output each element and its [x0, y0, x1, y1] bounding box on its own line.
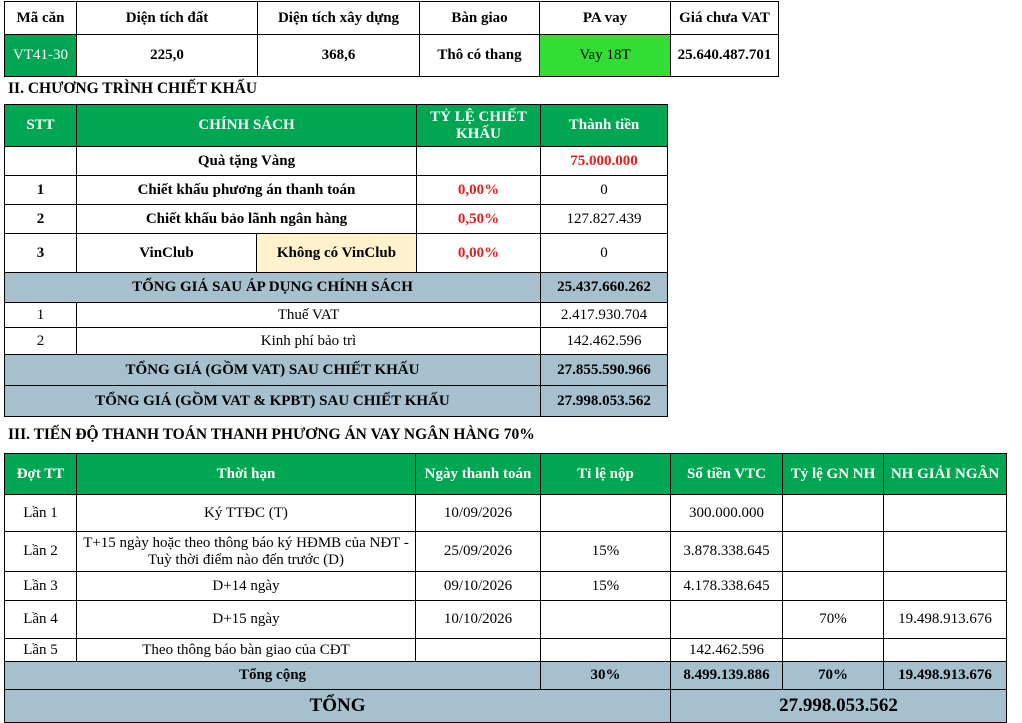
total-vat-kpbt-row [5, 386, 668, 417]
batch: Lần 1 [5, 495, 77, 532]
batch: Lần 3 [5, 572, 77, 601]
handover-value: Thô có thang [420, 35, 540, 77]
bank-disbursement [884, 639, 1007, 662]
header-bank-rate: Tỷ lệ GN NH [783, 454, 884, 495]
header-land-area: Diện tích đất [77, 2, 258, 35]
header-handover: Bàn giao [420, 2, 540, 35]
schedule-row [5, 639, 1007, 662]
payment-date: 09/10/2026 [416, 572, 541, 601]
price-before-vat-value: 25.640.487.701 [671, 35, 779, 77]
bank-rate [783, 495, 884, 532]
bank-disbursement: 19.498.913.676 [884, 601, 1007, 639]
term: D+14 ngày [77, 572, 416, 601]
payment-date: 25/09/2026 [416, 532, 541, 572]
unit-info-table [4, 1, 779, 77]
loan-plan-value: Vay 18T [540, 35, 671, 77]
discount-header-row [5, 105, 668, 147]
discount-table [4, 104, 668, 417]
total-vat-kpbt-amount: 27.998.053.562 [541, 386, 668, 417]
total-after-policy-amount: 25.437.660.262 [541, 273, 668, 303]
vinclub-option: Không có VinClub [257, 234, 417, 273]
payment-date [416, 639, 541, 662]
discount-row [5, 176, 668, 205]
vtc-amount: 300.000.000 [671, 495, 783, 532]
grand-total-amount: 27.998.053.562 [671, 690, 1007, 723]
discount-stt: 3 [5, 234, 77, 273]
gift-row [5, 147, 668, 176]
payment-rate: 15% [541, 532, 671, 572]
header-loan-plan: PA vay [540, 2, 671, 35]
discount-rate: 0,00% [417, 234, 541, 273]
schedule-row [5, 532, 1007, 572]
build-area-value: 368,6 [258, 35, 420, 77]
header-amount: Thành tiền [541, 105, 668, 147]
fee-stt: 2 [5, 328, 77, 355]
subtotal-disbursement: 19.498.913.676 [884, 662, 1007, 690]
header-stt: STT [5, 105, 77, 147]
vtc-amount: 142.462.596 [671, 639, 783, 662]
bank-rate [783, 532, 884, 572]
land-area-value: 225,0 [77, 35, 258, 77]
discount-row [5, 234, 668, 273]
bank-disbursement [884, 495, 1007, 532]
header-policy: CHÍNH SÁCH [77, 105, 417, 147]
schedule-row [5, 495, 1007, 532]
bank-rate: 70% [783, 601, 884, 639]
vtc-amount: 4.178.338.645 [671, 572, 783, 601]
header-term: Thời hạn [77, 454, 416, 495]
total-after-policy-row [5, 273, 668, 303]
term: Theo thông báo bàn giao của CĐT [77, 639, 416, 662]
total-vat-amount: 27.855.590.966 [541, 355, 668, 386]
total-after-policy-label: TỔNG GIÁ SAU ÁP DỤNG CHÍNH SÁCH [5, 273, 541, 303]
payment-date: 10/10/2026 [416, 601, 541, 639]
bank-disbursement [884, 532, 1007, 572]
term: D+15 ngày [77, 601, 416, 639]
discount-rate: 0,00% [417, 176, 541, 205]
subtotal-rate: 30% [541, 662, 671, 690]
gift-label: Quà tặng Vàng [77, 147, 417, 176]
payment-date: 10/09/2026 [416, 495, 541, 532]
header-bank-disbursement: NH GIẢI NGÂN [884, 454, 1007, 495]
payment-rate [541, 639, 671, 662]
subtotal-row [5, 662, 1007, 690]
fee-row [5, 328, 668, 355]
header-price-before-vat: Giá chưa VAT [671, 2, 779, 35]
subtotal-label: Tổng cộng [5, 662, 541, 690]
schedule-row [5, 601, 1007, 639]
total-vat-kpbt-label: TỔNG GIÁ (GỒM VAT & KPBT) SAU CHIẾT KHẤU [5, 386, 541, 417]
discount-rate: 0,50% [417, 205, 541, 234]
grand-total-label: TỔNG [5, 690, 671, 723]
header-unit-code: Mã căn [5, 2, 77, 35]
payment-schedule-table [4, 453, 1007, 723]
header-batch: Đợt TT [5, 454, 77, 495]
total-vat-label: TỔNG GIÁ (GỒM VAT) SAU CHIẾT KHẤU [5, 355, 541, 386]
batch: Lần 5 [5, 639, 77, 662]
batch: Lần 4 [5, 601, 77, 639]
fee-label: Thuế VAT [77, 303, 541, 328]
discount-stt: 1 [5, 176, 77, 205]
subtotal-bank-rate: 70% [783, 662, 884, 690]
discount-policy: VinClub [77, 234, 257, 273]
bank-disbursement [884, 572, 1007, 601]
grand-total-row [5, 690, 1007, 723]
discount-row [5, 205, 668, 234]
section2-title: II. CHƯƠNG TRÌNH CHIẾT KHẤU [8, 80, 258, 97]
payment-rate: 15% [541, 572, 671, 601]
total-vat-row [5, 355, 668, 386]
term: T+15 ngày hoặc theo thông báo ký HĐMB của NĐT - Tuỳ thời điểm nào đến trước (D) [77, 532, 416, 572]
subtotal-amount: 8.499.139.886 [671, 662, 783, 690]
unit-info-header-row [5, 2, 779, 35]
payment-rate [541, 601, 671, 639]
vtc-amount: 3.878.338.645 [671, 532, 783, 572]
header-payment-date: Ngày thanh toán [416, 454, 541, 495]
fee-stt: 1 [5, 303, 77, 328]
batch: Lần 2 [5, 532, 77, 572]
payment-rate [541, 495, 671, 532]
fee-row [5, 303, 668, 328]
discount-amount: 0 [541, 234, 668, 273]
schedule-header-row [5, 454, 1007, 495]
header-discount-rate: TỶ LỆ CHIẾT KHẤU [417, 105, 541, 147]
fee-label: Kinh phí bảo trì [77, 328, 541, 355]
gift-amount: 75.000.000 [541, 147, 668, 176]
unit-info-value-row [5, 35, 779, 77]
discount-amount: 127.827.439 [541, 205, 668, 234]
header-payment-rate: Tỉ lệ nộp [541, 454, 671, 495]
fee-amount: 2.417.930.704 [541, 303, 668, 328]
header-build-area: Diện tích xây dựng [258, 2, 420, 35]
header-vtc-amount: Số tiền VTC [671, 454, 783, 495]
unit-code-value: VT41-30 [5, 35, 77, 77]
schedule-row [5, 572, 1007, 601]
term: Ký TTĐC (T) [77, 495, 416, 532]
bank-rate [783, 572, 884, 601]
discount-policy: Chiết khấu phương án thanh toán [77, 176, 417, 205]
bank-rate [783, 639, 884, 662]
fee-amount: 142.462.596 [541, 328, 668, 355]
discount-policy: Chiết khấu bảo lãnh ngân hàng [77, 205, 417, 234]
vtc-amount [671, 601, 783, 639]
section3-title: III. TIẾN ĐỘ THANH TOÁN THANH PHƯƠNG ÁN VAY NGÂN HÀNG 70% [8, 426, 535, 443]
discount-amount: 0 [541, 176, 668, 205]
discount-stt: 2 [5, 205, 77, 234]
